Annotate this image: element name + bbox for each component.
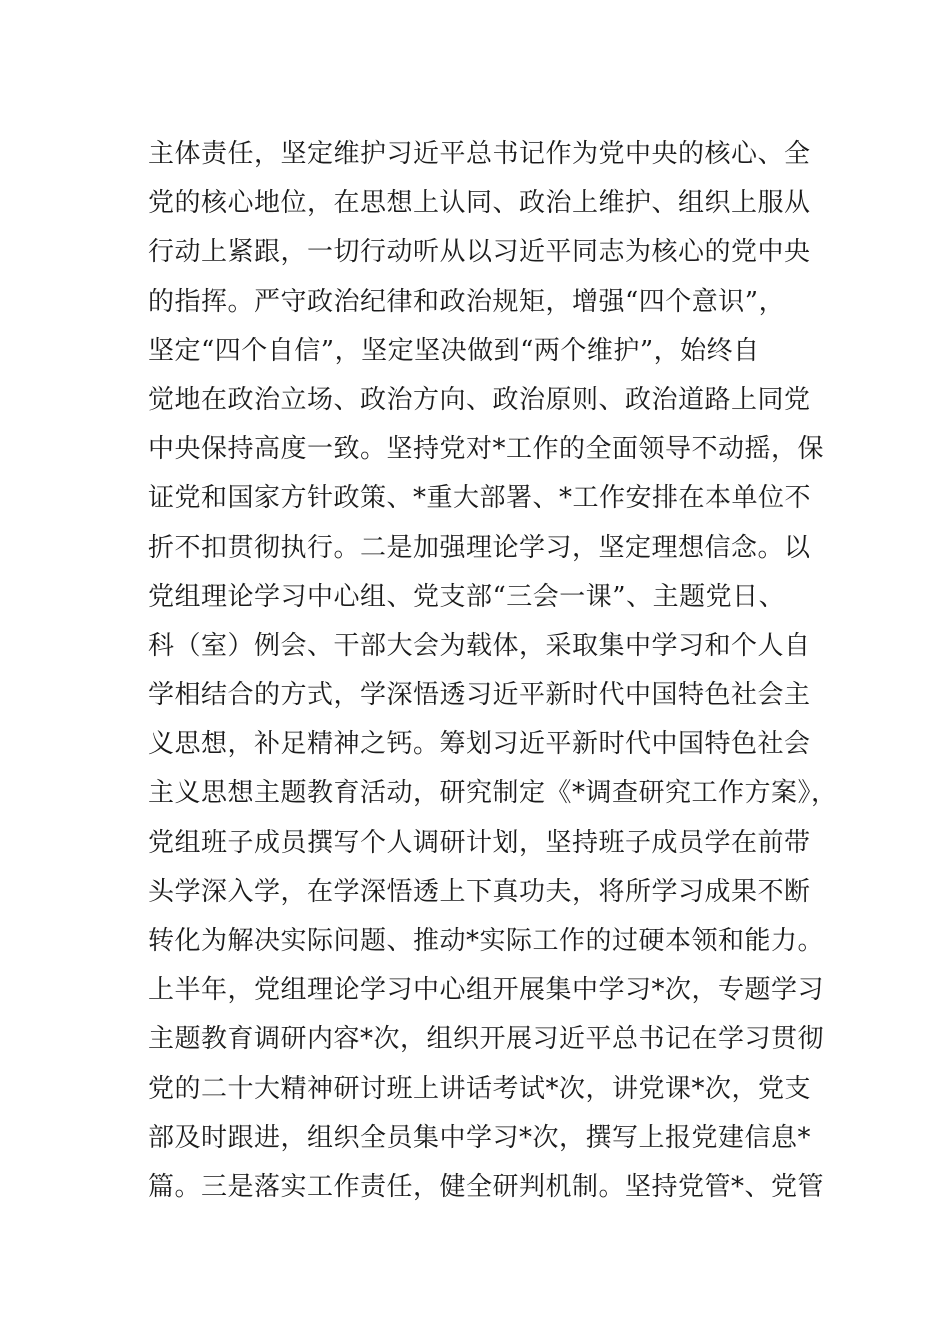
body-text	[148, 130, 838, 1212]
text-line: 党的核心地位，在思想上认同、政治上维护、组织上服从	[148, 188, 811, 219]
text-line: 党组理论学习中心组、党支部“三会一课”、主题党日、	[148, 581, 786, 612]
text-line: 的指挥。严守政治纪律和政治规矩，增强“四个意识”，	[148, 286, 786, 317]
text-line: 证党和国家方针政策、*重大部署、*工作安排在本单位不	[148, 483, 812, 514]
text-line: 科（室）例会、干部大会为载体，采取集中学习和个人自	[148, 630, 811, 661]
text-line: 行动上紧跟，一切行动听从以习近平同志为核心的党中央	[148, 237, 811, 268]
text-line: 坚定“四个自信”，坚定坚决做到“两个维护”，始终自	[148, 335, 760, 366]
text-line: 学相结合的方式，学深悟透习近平新时代中国特色社会主	[148, 680, 811, 711]
text-line: 篇。三是落实工作责任，健全研判机制。坚持党管*、党管	[148, 1171, 825, 1202]
text-line: 党组班子成员撰写个人调研计划，坚持班子成员学在前带	[148, 827, 811, 858]
text-line: 中央保持高度一致。坚持党对*工作的全面领导不动摇，保	[148, 434, 825, 465]
text-line: 上半年，党组理论学习中心组开展集中学习*次，专题学习	[148, 975, 825, 1006]
text-line: 主义思想主题教育活动，研究制定《*调查研究工作方案》，	[148, 778, 838, 809]
text-line: 主题教育调研内容*次，组织开展习近平总书记在学习贯彻	[148, 1024, 825, 1055]
text-line: 主体责任，坚定维护习近平总书记作为党中央的核心、全	[148, 139, 811, 169]
text-line: 部及时跟进，组织全员集中学习*次，撰写上报党建信息*	[148, 1122, 812, 1153]
text-line: 义思想，补足精神之钙。筹划习近平新时代中国特色社会	[148, 729, 811, 760]
text-line: 折不扣贯彻执行。二是加强理论学习，坚定理想信念。以	[148, 532, 811, 563]
text-line: 转化为解决实际问题、推动*实际工作的过硬本领和能力。	[148, 926, 825, 956]
text-line: 头学深入学，在学深悟透上下真功夫，将所学习成果不断	[148, 876, 811, 907]
text-line: 党的二十大精神研讨班上讲话考试*次，讲党课*次，党支	[148, 1073, 812, 1104]
text-line: 觉地在政治立场、政治方向、政治原则、政治道路上同党	[148, 384, 811, 415]
